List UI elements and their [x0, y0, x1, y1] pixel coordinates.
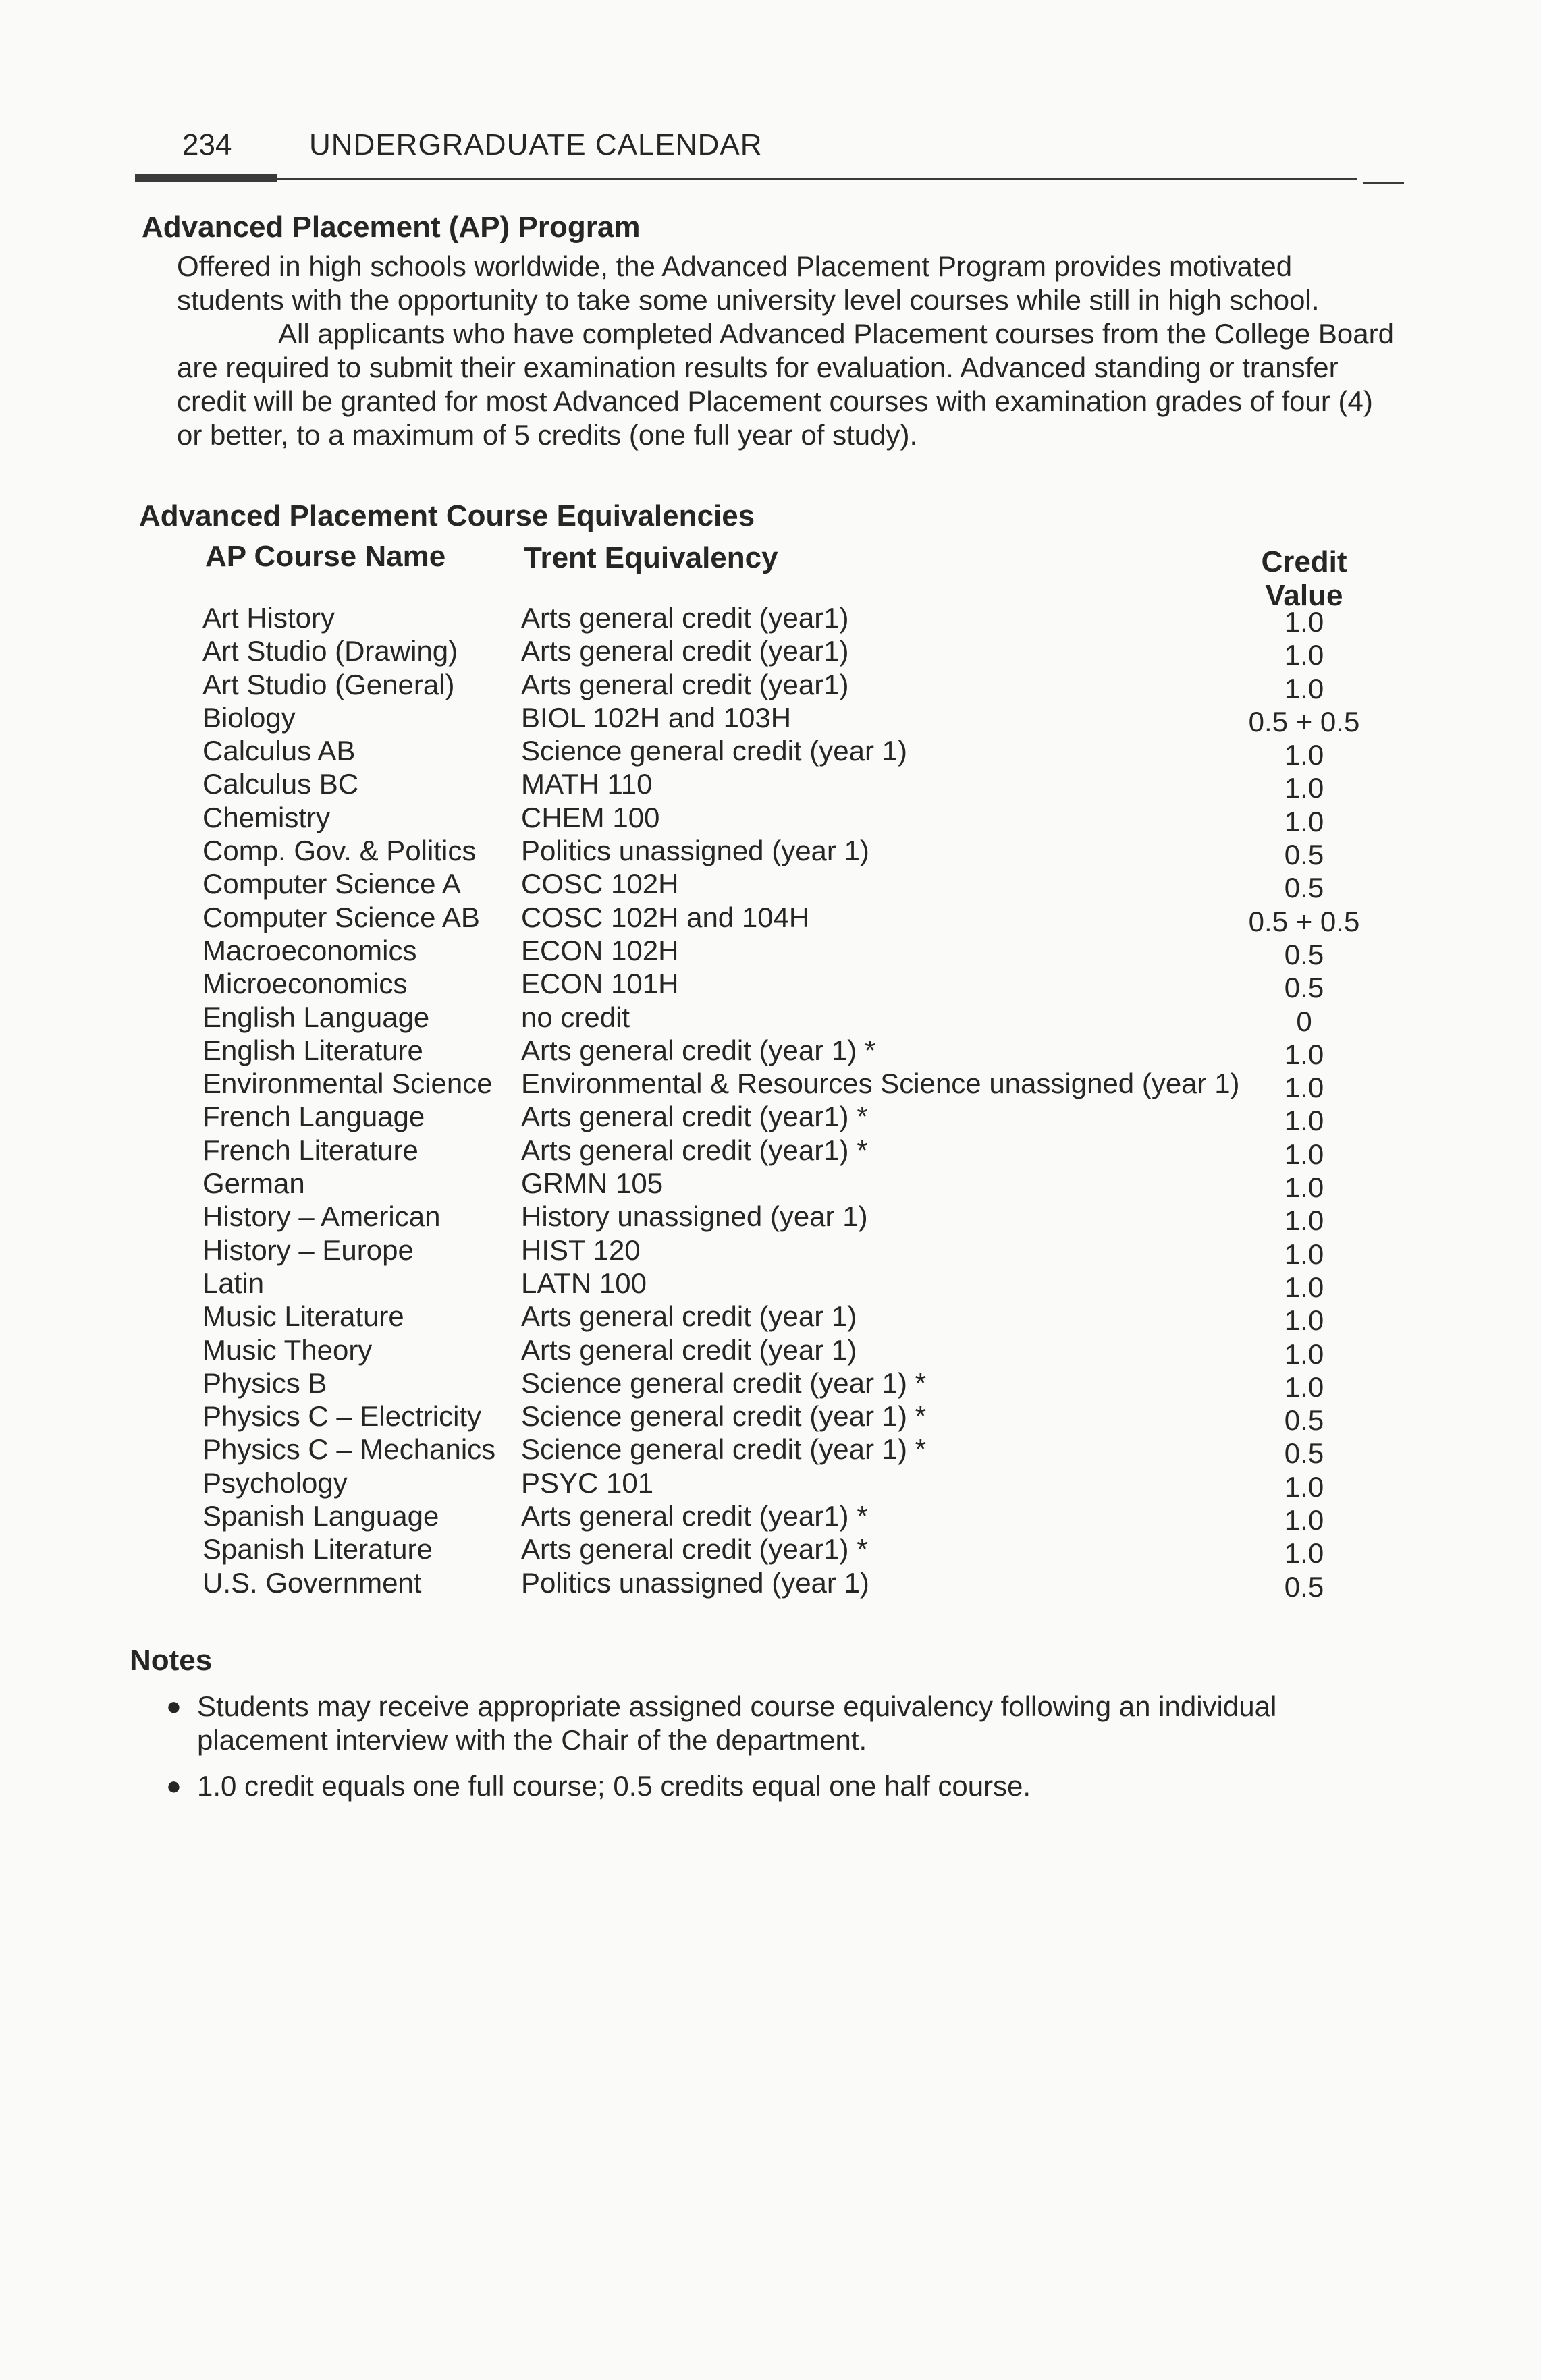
course-name-cell: Environmental Science [202, 1068, 493, 1100]
trent-equivalency-cell: Politics unassigned (year 1) [521, 835, 869, 867]
course-name-cell: French Language [202, 1101, 425, 1133]
trent-equivalency-cell: Arts general credit (year1) * [521, 1101, 868, 1133]
trent-equivalency-cell: Science general credit (year 1) * [521, 1433, 926, 1466]
trent-equivalency-cell: Environmental & Resources Science unassigned (year 1) [521, 1068, 1240, 1100]
trent-equivalency-cell: Arts general credit (year1) [521, 635, 849, 667]
course-name-cell: English Language [202, 1001, 430, 1033]
course-name-cell: Physics B [202, 1366, 327, 1399]
trent-equivalency-cell: Science general credit (year 1) * [521, 1400, 926, 1433]
course-name-cell: German [202, 1167, 305, 1200]
trent-equivalency-cell: Science general credit (year 1) * [521, 1366, 926, 1399]
trent-equivalency-cell: MATH 110 [521, 768, 653, 800]
course-name-cell: Macroeconomics [202, 934, 417, 966]
table-row [202, 935, 1390, 968]
note-text: Students may receive appropriate assigned course equivalency following an individual placement interview with the Chair of the department. [197, 1690, 1277, 1756]
course-name-cell: Biology [202, 701, 296, 734]
trent-equivalency-cell: BIOL 102H and 103H [521, 701, 792, 734]
trent-equivalency-cell: Arts general credit (year1) * [521, 1533, 868, 1566]
table-row [202, 768, 1390, 804]
course-name-cell: Music Literature [202, 1300, 404, 1333]
table-row [202, 1034, 1390, 1068]
course-name-cell: Physics C – Mechanics [202, 1433, 496, 1466]
running-title: UNDERGRADUATE CALENDAR [309, 128, 763, 161]
credit-value-cell: 0.5 [1284, 839, 1324, 871]
course-name-cell: Calculus AB [202, 735, 356, 767]
note-text: 1.0 credit equals one full course; 0.5 credits equal one half course. [197, 1770, 1031, 1802]
credit-value-cell: 0 [1296, 1005, 1312, 1037]
credit-value-cell: 1.0 [1284, 1304, 1324, 1337]
course-name-cell: Computer Science AB [202, 901, 480, 933]
equivalency-table [202, 602, 1390, 1603]
course-name-cell: French Literature [202, 1134, 418, 1166]
credit-value-cell: 0.5 [1284, 938, 1324, 970]
trent-equivalency-cell: Arts general credit (year1) * [521, 1500, 868, 1532]
course-name-cell: History – Europe [202, 1234, 414, 1266]
trent-equivalency-cell: Arts general credit (year1) [521, 602, 849, 634]
credit-value-cell: 0.5 [1284, 872, 1324, 904]
note-item [162, 1769, 1350, 1803]
table-row [202, 968, 1390, 1004]
table-row [202, 1234, 1390, 1270]
credit-value-cell: 1.0 [1284, 1504, 1324, 1537]
course-name-cell: Art Studio (Drawing) [202, 635, 458, 667]
table-row [202, 802, 1390, 835]
course-name-cell: Art Studio (General) [202, 668, 455, 700]
trent-equivalency-cell: ECON 102H [521, 934, 679, 966]
trent-equivalency-cell: ECON 101H [521, 968, 679, 1000]
table-row [202, 635, 1390, 671]
course-name-cell: Music Theory [202, 1333, 373, 1366]
table-row [202, 1300, 1390, 1337]
table-row [202, 1566, 1390, 1603]
course-name-cell: Latin [202, 1267, 265, 1299]
page-number: 234 [182, 128, 232, 161]
table-row [202, 1001, 1390, 1037]
trent-equivalency-cell: Arts general credit (year 1) [521, 1300, 857, 1333]
note-item [162, 1690, 1350, 1757]
table-row [202, 1400, 1390, 1437]
table-row [202, 1366, 1390, 1403]
trent-equivalency-cell: Arts general credit (year 1) * [521, 1034, 876, 1066]
credit-value-cell: 1.0 [1284, 1537, 1324, 1570]
trent-equivalency-cell: no credit [521, 1001, 630, 1033]
trent-equivalency-cell: LATN 100 [521, 1267, 647, 1299]
ap-program-paragraph-1: Offered in high schools worldwide, the Advanced Placement Program provides motivated students with the opportunity to take some university level courses while still in high school. [177, 250, 1320, 316]
header-rule-tail [1363, 182, 1404, 184]
trent-equivalency-cell: Politics unassigned (year 1) [521, 1566, 869, 1599]
column-header-trent-equivalency: Trent Equivalency [524, 541, 778, 574]
table-row [202, 902, 1390, 935]
course-name-cell: History – American [202, 1200, 441, 1233]
course-name-cell: U.S. Government [202, 1566, 422, 1599]
credit-value-cell: 0.5 [1284, 1437, 1324, 1470]
header-rule-thick [135, 174, 277, 182]
ap-program-paragraph-2: All applicants who have completed Advanced Placement courses from the College Board are required to submit their examination results for evaluation. Advanced standing or transfer credit will be granted for most Advanced Placement courses with examination grades of four (4) or better, to a maximum of 5 credits (one full year of study). [177, 318, 1394, 451]
bullet-icon: ● [166, 1772, 182, 1800]
credit-value-cell: 1.0 [1284, 1038, 1324, 1070]
credit-value-cell: 1.0 [1284, 1105, 1324, 1137]
credit-value-cell: 1.0 [1284, 1205, 1324, 1237]
course-name-cell: Physics C – Electricity [202, 1400, 482, 1433]
credit-value-cell: 1.0 [1284, 1337, 1324, 1370]
credit-header-line-2: Value [1265, 579, 1343, 612]
credit-header-line-1: Credit [1261, 545, 1347, 578]
table-row [202, 1466, 1390, 1503]
equivalencies-title: Advanced Placement Course Equivalencies [139, 499, 755, 532]
trent-equivalency-cell: GRMN 105 [521, 1167, 664, 1200]
credit-value-cell: 1.0 [1284, 639, 1324, 671]
table-row [202, 1433, 1390, 1470]
credit-value-cell: 0.5 [1284, 1570, 1324, 1603]
notes-list [162, 1690, 1350, 1815]
table-row [202, 835, 1390, 871]
course-name-cell: Comp. Gov. & Politics [202, 835, 477, 867]
course-name-cell: Computer Science A [202, 868, 461, 900]
credit-value-cell: 0.5 [1284, 972, 1324, 1004]
trent-equivalency-cell: HIST 120 [521, 1234, 641, 1266]
credit-value-cell: 1.0 [1284, 1470, 1324, 1503]
credit-value-cell: 1.0 [1284, 1371, 1324, 1403]
course-name-cell: Art History [202, 602, 335, 634]
trent-equivalency-cell: Science general credit (year 1) [521, 735, 907, 767]
trent-equivalency-cell: COSC 102H [521, 868, 679, 900]
course-name-cell: Calculus BC [202, 768, 359, 800]
credit-value-cell: 1.0 [1284, 739, 1324, 771]
table-row [202, 602, 1390, 638]
credit-value-cell: 0.5 + 0.5 [1248, 705, 1360, 738]
course-name-cell: Spanish Literature [202, 1533, 433, 1566]
ap-program-title: Advanced Placement (AP) Program [142, 211, 641, 244]
trent-equivalency-cell: CHEM 100 [521, 801, 660, 833]
credit-value-cell: 0.5 + 0.5 [1248, 905, 1360, 937]
notes-title: Notes [130, 1644, 213, 1677]
credit-value-cell: 1.0 [1284, 772, 1324, 804]
trent-equivalency-cell: Arts general credit (year1) * [521, 1134, 868, 1166]
trent-equivalency-cell: PSYC 101 [521, 1466, 654, 1499]
credit-value-cell: 0.5 [1284, 1404, 1324, 1437]
trent-equivalency-cell: Arts general credit (year1) [521, 668, 849, 700]
table-row [202, 1200, 1390, 1237]
course-name-cell: English Literature [202, 1034, 423, 1066]
table-row [202, 735, 1390, 771]
table-row [202, 1134, 1390, 1170]
table-row [202, 1068, 1390, 1104]
credit-value-cell: 1.0 [1284, 1271, 1324, 1303]
table-row [202, 1500, 1390, 1537]
table-row [202, 1267, 1390, 1303]
table-row [202, 1533, 1390, 1570]
ap-program-description [177, 250, 1405, 452]
table-row [202, 669, 1390, 702]
course-name-cell: Spanish Language [202, 1500, 439, 1532]
course-name-cell: Chemistry [202, 801, 331, 833]
trent-equivalency-cell: COSC 102H and 104H [521, 901, 810, 933]
header-rule [277, 178, 1357, 180]
credit-value-cell: 1.0 [1284, 1072, 1324, 1104]
trent-equivalency-cell: History unassigned (year 1) [521, 1200, 868, 1233]
table-row [202, 701, 1390, 738]
credit-value-cell: 1.0 [1284, 606, 1324, 638]
credit-value-cell: 1.0 [1284, 805, 1324, 837]
credit-value-cell: 1.0 [1284, 672, 1324, 704]
credit-value-cell: 1.0 [1284, 1238, 1324, 1270]
table-row [202, 1101, 1390, 1137]
table-row [202, 1167, 1390, 1204]
table-row [202, 1333, 1390, 1370]
course-name-cell: Psychology [202, 1466, 348, 1499]
credit-value-cell: 1.0 [1284, 1171, 1324, 1204]
credit-value-cell: 1.0 [1284, 1138, 1324, 1170]
trent-equivalency-cell: Arts general credit (year 1) [521, 1333, 857, 1366]
column-header-ap-course-name: AP Course Name [205, 540, 446, 573]
bullet-icon: ● [166, 1692, 182, 1721]
course-name-cell: Microeconomics [202, 968, 408, 1000]
table-row [202, 868, 1390, 904]
